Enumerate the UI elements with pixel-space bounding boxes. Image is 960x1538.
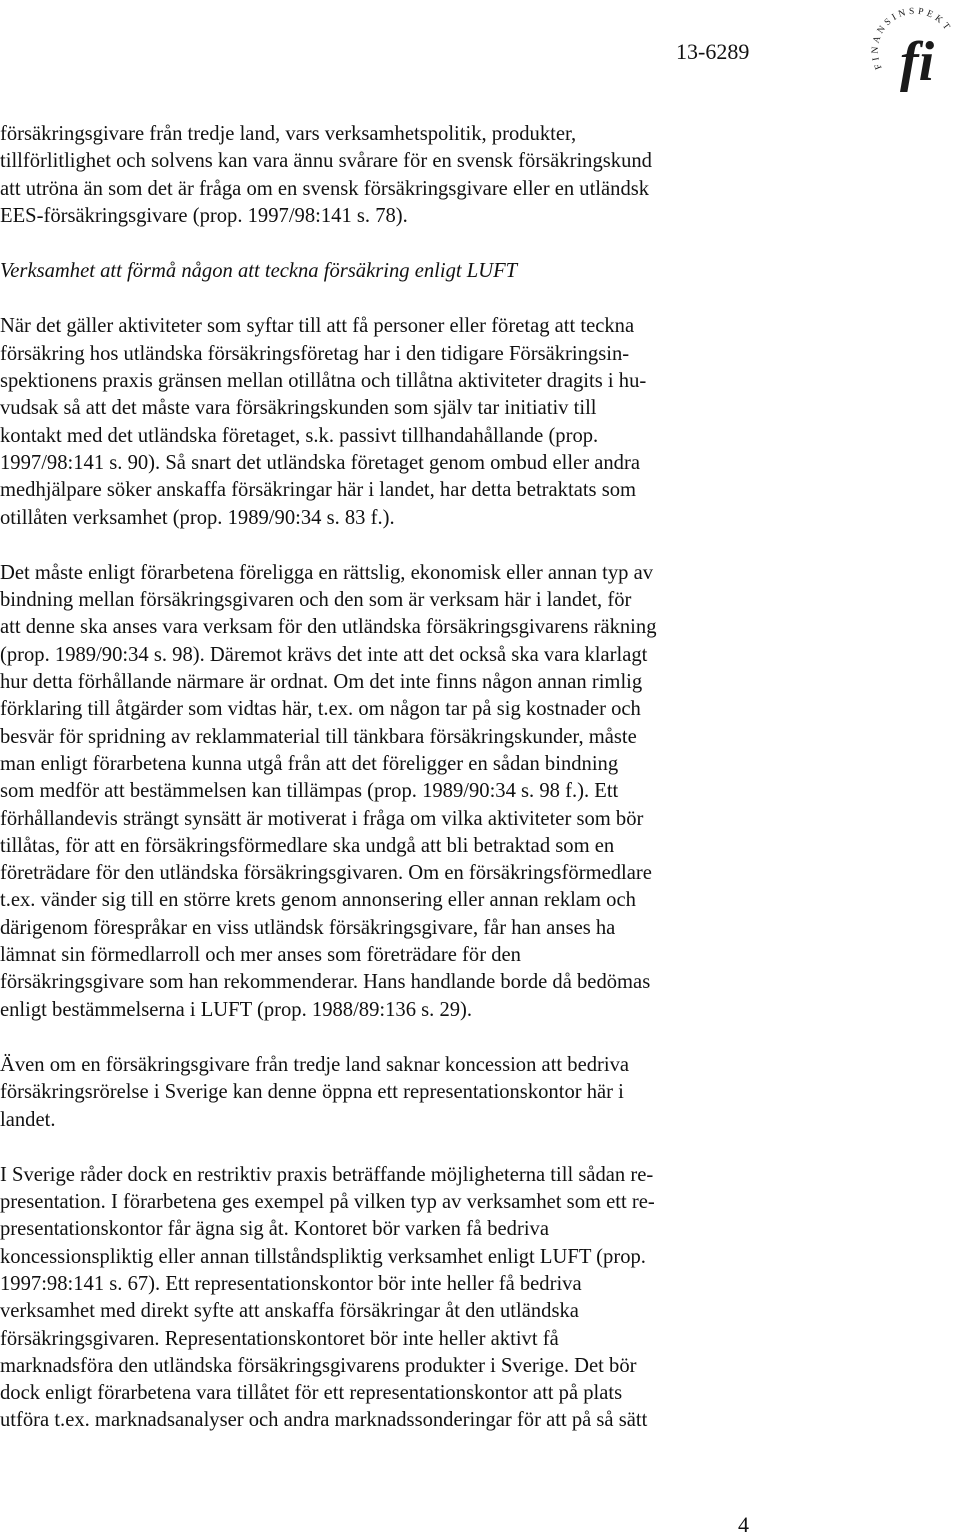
paragraph-line: Även om en försäkringsgivare från tredje land saknar koncession att bedriva: [0, 1053, 630, 1076]
paragraph-line: besvär för spridning av reklammaterial till tänkbara försäkringskunder, måste: [0, 725, 637, 748]
paragraph-line: 1997:98:141 s. 67). Ett representationskontor bör inte heller få bedriva: [0, 1272, 582, 1295]
paragraph-line: 1997/98:141 s. 90). Så snart det utländska företaget genom ombud eller andra: [0, 451, 640, 474]
paragraph-line: Det måste enligt förarbetena föreligga en rättslig, ekonomisk eller annan typ av: [0, 561, 654, 584]
paragraph-line: verksamhet med direkt syfte att anskaffa försäkringar åt den utländska: [0, 1300, 579, 1323]
paragraph-line: bindning mellan försäkringsgivaren och den som är verksam här i landet, för: [0, 589, 632, 612]
document-number: 13-6289: [676, 39, 750, 64]
paragraph-line: presentationskontor får ägna sig åt. Kontoret bör varken få bedriva: [0, 1218, 549, 1241]
section-heading: [0, 258, 960, 285]
paragraph-line: landet.: [0, 1108, 56, 1131]
section-heading-text: Verksamhet att förmå någon att teckna försäkring enligt LUFT: [0, 260, 518, 283]
paragraph-line: förhållandevis strängt synsätt är motiverat i fråga om vilka aktiviteter som bör: [0, 807, 644, 830]
paragraph-4: [0, 1052, 960, 1134]
paragraph-line: dock enligt förarbetena vara tillåtet för ett representationskontor att på plats: [0, 1382, 623, 1405]
paragraph-line: marknadsföra den utländska försäkringsgivarens produkter i Sverige. Det bör: [0, 1354, 637, 1377]
paragraph-line: därigenom förespråkar en viss utländsk försäkringsgivare, får han anses ha: [0, 916, 616, 939]
paragraph-line: enligt bestämmelserna i LUFT (prop. 1988/89:136 s. 29).: [0, 998, 473, 1021]
paragraph-line: försäkringsrörelse i Sverige kan denne öppna ett representationskontor här i: [0, 1081, 624, 1104]
paragraph-line: företrädare för den utländska försäkringsgivaren. Om en försäkringsförmedlare: [0, 862, 652, 885]
logo-ring-text: FINANSINSPEKT: [870, 6, 954, 71]
paragraph-line: kontakt med det utländska företaget, s.k. passivt tillhandahållande (prop.: [0, 424, 599, 447]
paragraph-line: man enligt förarbetena kunna utgå från att det föreligger en sådan bindning: [0, 752, 619, 775]
paragraph-line: medhjälpare söker anskaffa försäkringar här i landet, har detta betraktats som: [0, 479, 637, 502]
paragraph-line: koncessionspliktig eller annan tillståndspliktig verksamhet enligt LUFT (prop.: [0, 1245, 646, 1268]
paragraph-line: spektionens praxis gränsen mellan otillåtna och tillåtna aktiviteter dragits i hu-: [0, 370, 647, 393]
paragraph-line: vudsak så att det måste vara försäkringskunden som själv tar initiativ till: [0, 397, 597, 420]
paragraph-line: EES-försäkringsgivare (prop. 1997/98:141 s. 78).: [0, 204, 408, 227]
paragraph-1: [0, 121, 960, 230]
paragraph-line: försäkring hos utländska försäkringsföretag har i den tidigare Försäkringsin-: [0, 342, 630, 365]
paragraph-line: utföra t.ex. marknadsanalyser och andra marknadssonderingar för att på så sätt: [0, 1409, 648, 1432]
logo-monogram: fi: [900, 31, 935, 93]
paragraph-line: t.ex. vänder sig till en större krets genom annonsering eller annan reklam och: [0, 889, 636, 912]
paragraph-line: (prop. 1989/90:34 s. 98). Däremot krävs det inte att det också ska vara klarlagt: [0, 643, 648, 666]
paragraph-line: försäkringsgivaren. Representationskontoret bör inte heller aktivt få: [0, 1327, 559, 1350]
paragraph-line: otillåten verksamhet (prop. 1989/90:34 s. 83 f.).: [0, 506, 395, 529]
page-number: 4: [738, 1512, 749, 1537]
paragraph-line: att utröna än som det är fråga om en svensk försäkringsgivare eller en utländsk: [0, 177, 650, 200]
paragraph-3: [0, 560, 960, 1024]
paragraph-5: [0, 1162, 960, 1435]
finansinspektionen-logo: [864, 6, 960, 96]
paragraph-line: att denne ska anses vara verksam för den utländska försäkringsgivarens räkning: [0, 616, 657, 639]
paragraph-line: som medför att bestämmelsen kan tillämpas (prop. 1989/90:34 s. 98 f.). Ett: [0, 780, 619, 803]
paragraph-line: försäkringsgivare som han rekommenderar. Hans handlande borde då bedömas: [0, 971, 651, 994]
paragraph-line: lämnat sin förmedlarroll och mer anses som företrädare för den: [0, 944, 521, 967]
paragraph-2: [0, 313, 960, 531]
paragraph-line: När det gäller aktiviteter som syftar till att få personer eller företag att teckna: [0, 315, 635, 338]
paragraph-line: tillåtas, för att en försäkringsförmedlare ska undgå att bli betraktad som en: [0, 834, 615, 857]
logo-emblem-icon: [864, 6, 960, 96]
paragraph-line: I Sverige råder dock en restriktiv praxis beträffande möjligheterna till sådan re-: [0, 1163, 654, 1186]
paragraph-line: hur detta förhållande närmare är ordnat. Om det inte finns någon annan rimlig: [0, 671, 643, 694]
paragraph-line: förklaring till åtgärder som vidtas här, t.ex. om någon tar på sig kostnader och: [0, 698, 641, 721]
paragraph-line: försäkringsgivare från tredje land, vars verksamhetspolitik, produkter,: [0, 123, 577, 145]
paragraph-line: presentation. I förarbetena ges exempel på vilken typ av verksamhet som ett re-: [0, 1191, 655, 1214]
paragraph-line: tillförlitlighet och solvens kan vara ännu svårare för en svensk försäkringskund: [0, 150, 652, 173]
document-body: [0, 121, 960, 1435]
